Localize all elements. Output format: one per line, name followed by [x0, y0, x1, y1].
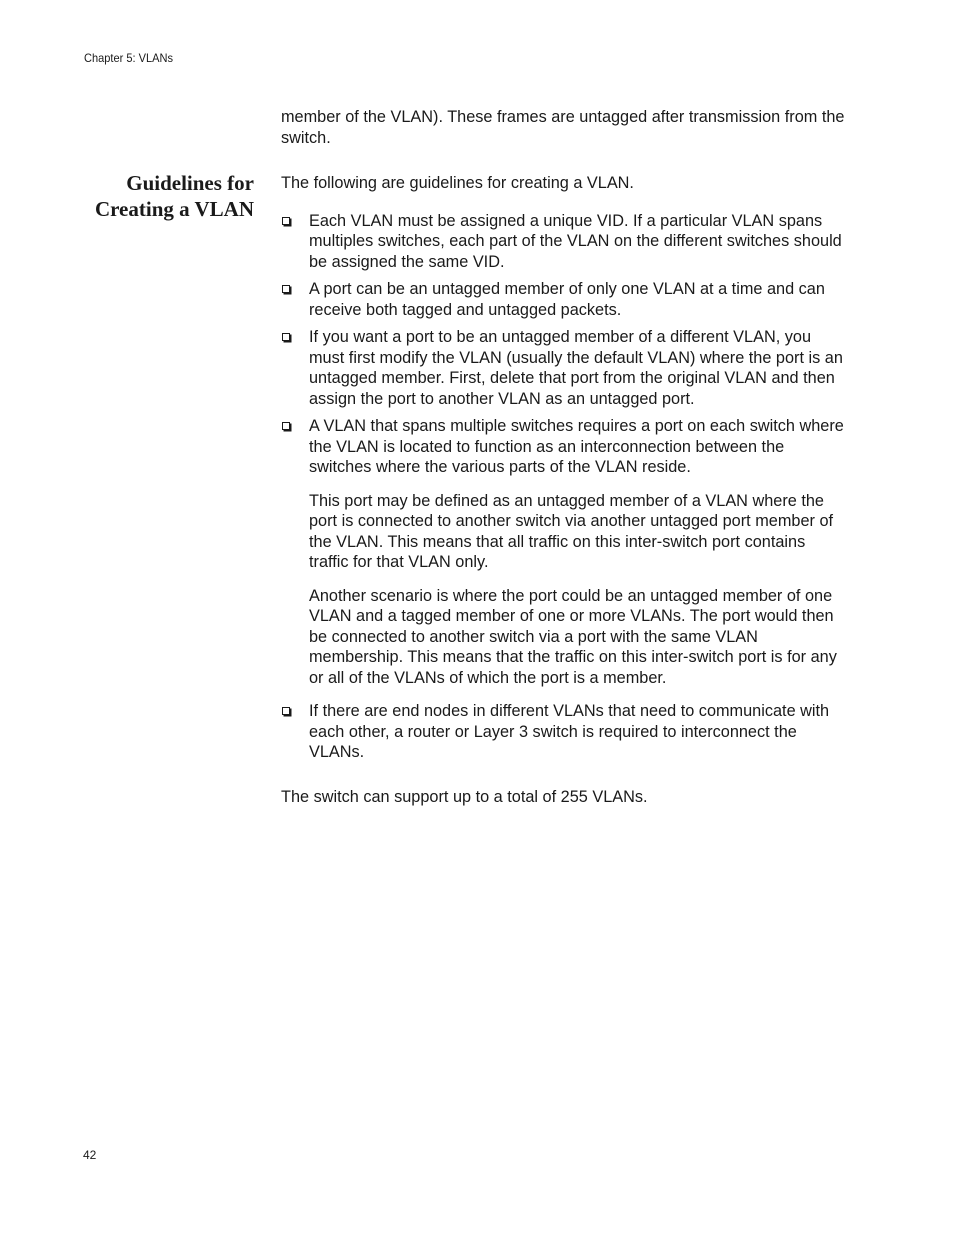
guidelines-list — [281, 211, 846, 763]
list-item — [281, 701, 846, 763]
list-item-text: If there are end nodes in different VLANs that need to communicate with each other, a router or Layer 3 switch is required to interconnect the VLANs. — [309, 702, 830, 761]
section-heading-line1: Guidelines for — [126, 171, 254, 195]
list-item-text: Each VLAN must be assigned a unique VID. If a particular VLAN spans multiples switches, each part of the VLAN on the different switches should be assigned the same VID. — [309, 211, 842, 271]
list-item-subparagraph: Another scenario is where the port could be an untagged member of one VLAN and a tagged member of one or more VLANs. The port would then be connected to another switch via a port with the same VLAN membership. This means that the traffic on this inter-switch port is for any or all of the VLANs of which the port is a member. — [309, 586, 837, 687]
checkbox-bullet-icon — [282, 285, 290, 293]
running-header: Chapter 5: VLANs — [84, 51, 173, 65]
list-item-text: A VLAN that spans multiple switches requires a port on each switch where the VLAN is located to function as an interconnection between the switches where the various parts of the VLAN reside. — [309, 417, 844, 476]
list-item — [281, 279, 846, 320]
intro-paragraph: member of the VLAN). These frames are untagged after transmission from the switch. — [281, 108, 845, 147]
lead-paragraph: The following are guidelines for creating a VLAN. — [281, 174, 634, 192]
list-item — [281, 327, 846, 409]
list-item-text: A port can be an untagged member of only one VLAN at a time and can receive both tagged and untagged packets. — [309, 280, 825, 319]
list-item — [281, 211, 846, 273]
list-item — [281, 416, 846, 688]
checkbox-bullet-icon — [282, 422, 290, 430]
page-number: 42 — [83, 1148, 97, 1162]
checkbox-bullet-icon — [282, 217, 290, 225]
checkbox-bullet-icon — [282, 707, 290, 715]
list-item-subparagraph: This port may be defined as an untagged member of a VLAN where the port is connected to another switch via another untagged port member of the VLAN. This means that all traffic on this inter-switch port contains traffic for that VLAN only. — [309, 491, 834, 571]
section-heading-line2: Creating a VLAN — [94, 197, 254, 221]
list-item-text: If you want a port to be an untagged member of a different VLAN, you must first modify the VLAN (usually the default VLAN) where the port is an untagged member. First, delete that port from the original VLAN and then assign the port to another VLAN as an untagged port. — [309, 328, 843, 408]
closing-paragraph: The switch can support up to a total of 255 VLANs. — [281, 787, 648, 806]
section-content — [281, 173, 846, 807]
section-heading — [60, 170, 254, 222]
checkbox-bullet-icon — [282, 333, 290, 341]
